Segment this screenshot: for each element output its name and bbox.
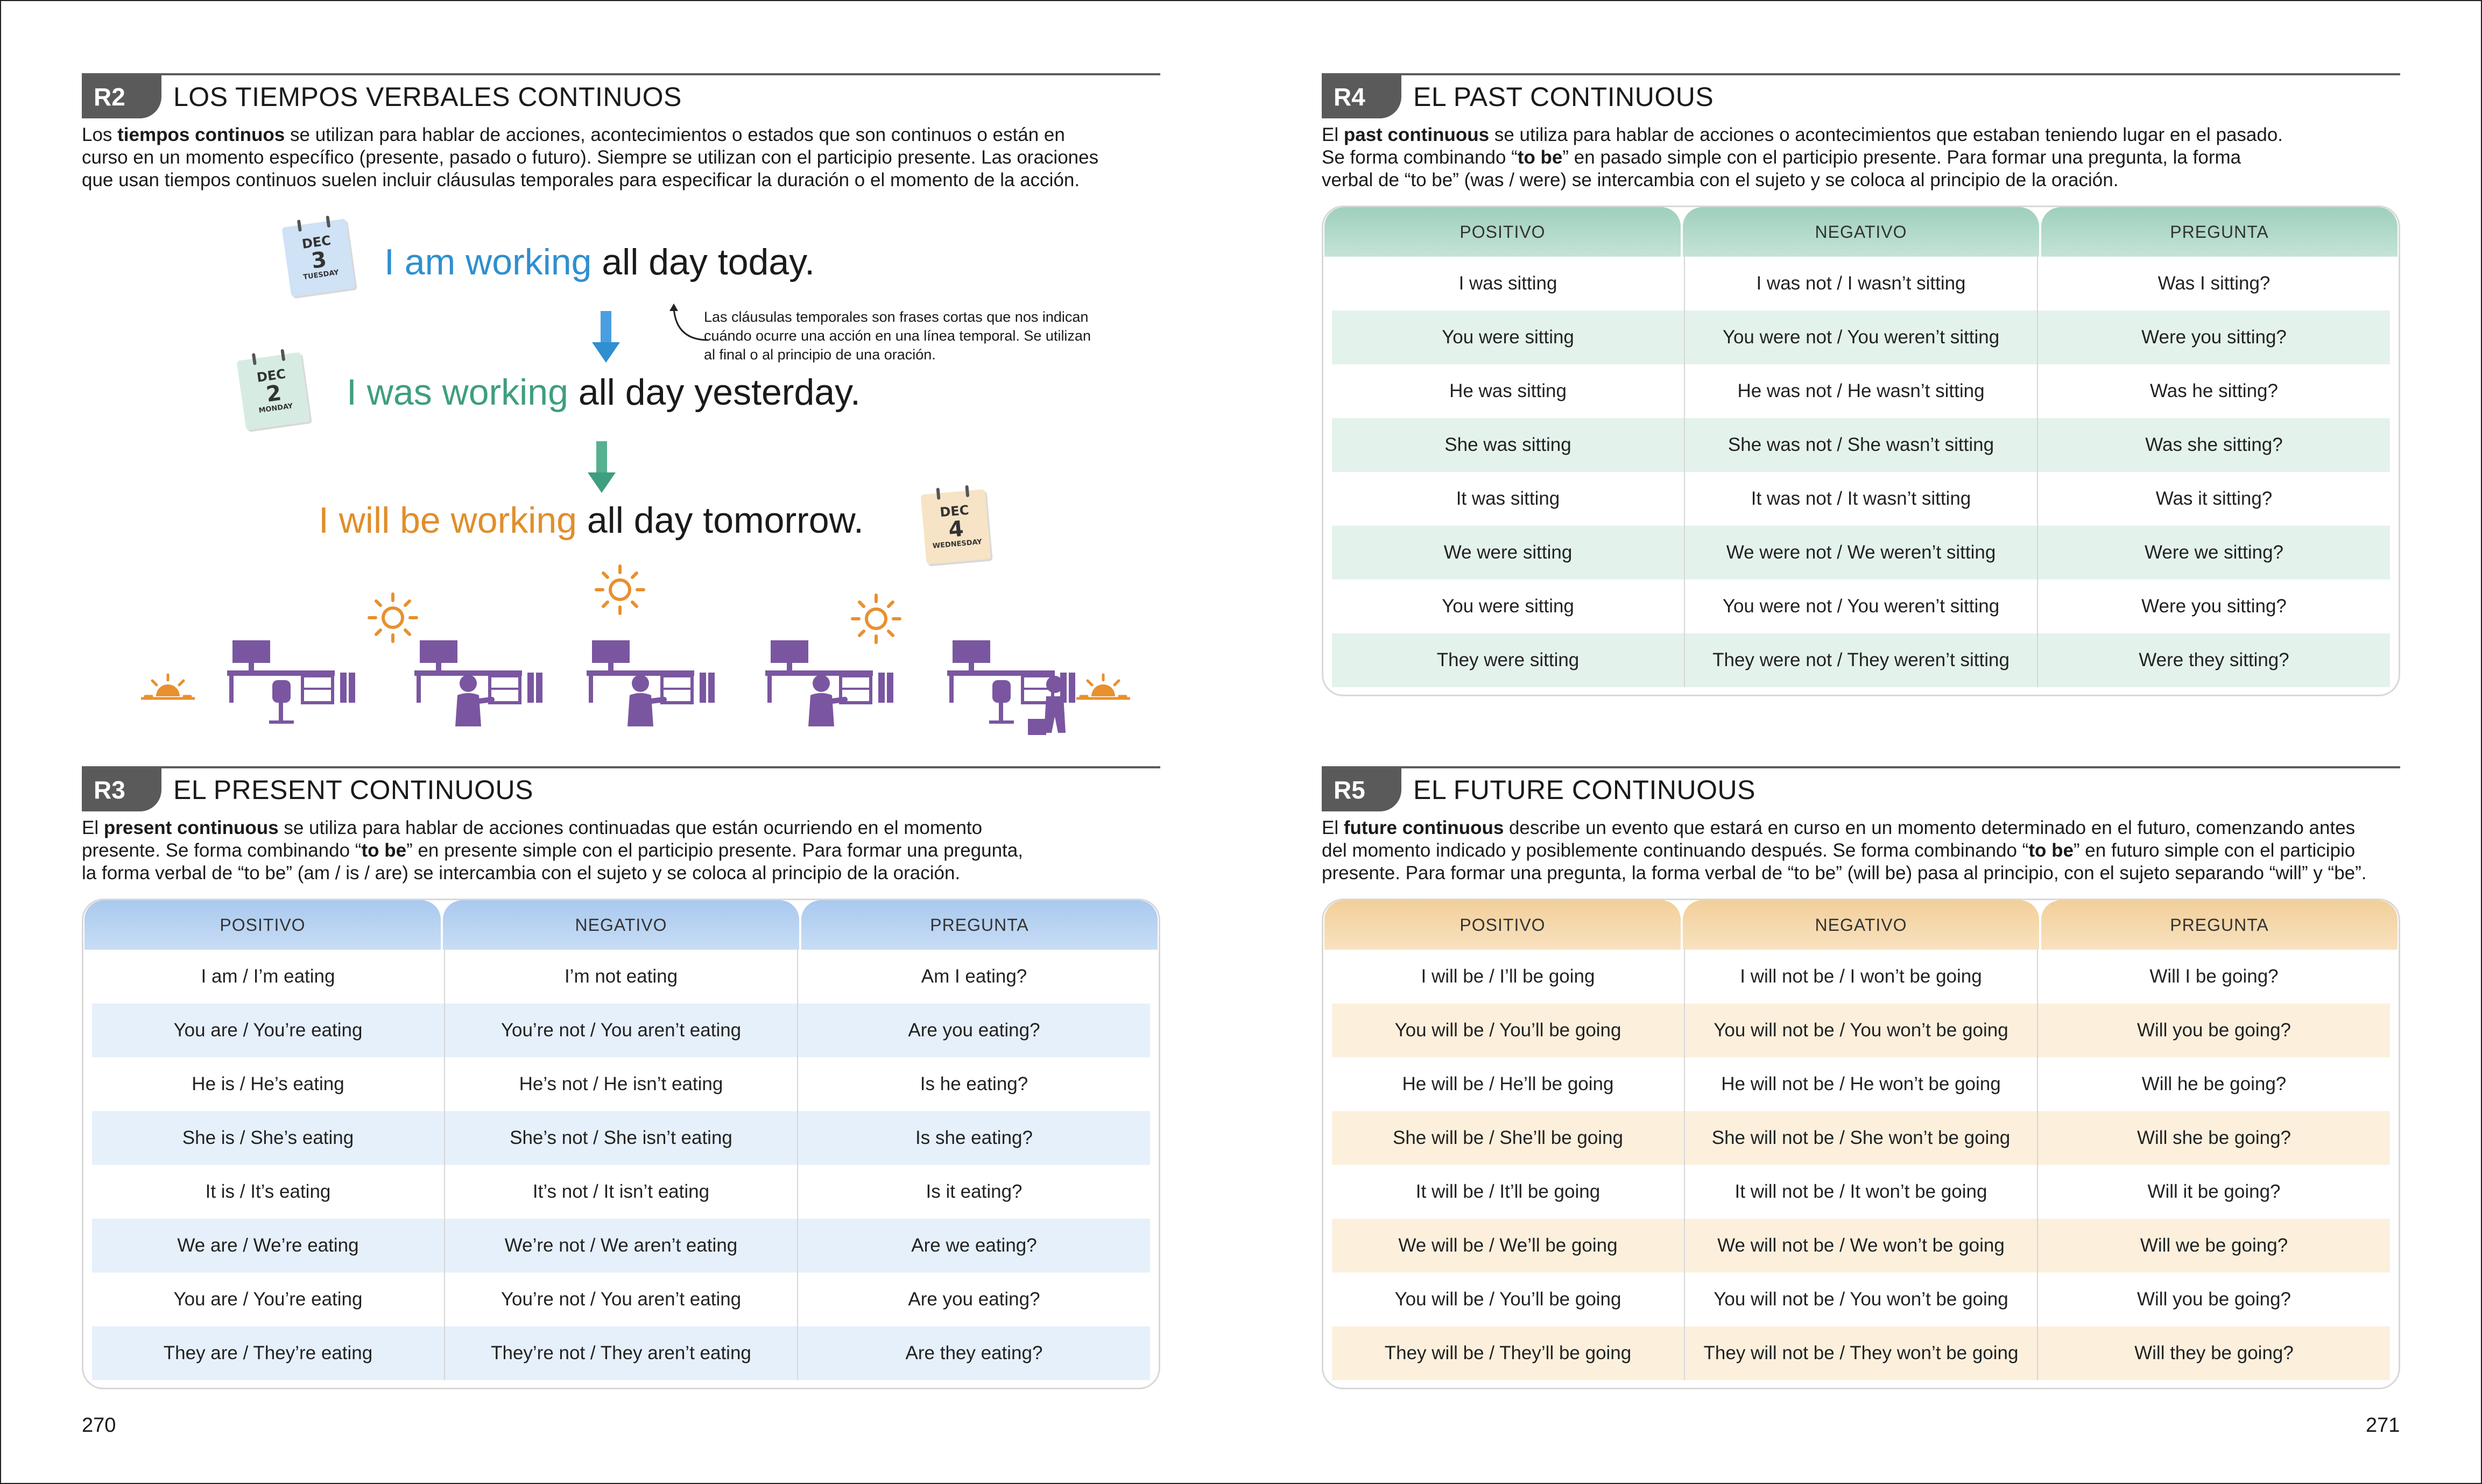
table-row — [92, 1165, 1150, 1219]
table-cell: We will be / We’ll be going — [1332, 1219, 1685, 1273]
table-cell: It was sitting — [1332, 472, 1685, 526]
table-cell: You are / You’re eating — [92, 1004, 445, 1057]
section-description: Los tiempos continuos se utilizan para hablar de acciones, acontecimientos o estados que son continuos o están en curso en un momento específico (presente, pasado o futuro). Siempre se utilizan con el participio presente. Las oraciones que usan tiempos continuos suelen incluir cláusulas temporales para especificar la duración o el momento de la acción. — [82, 124, 1099, 190]
table-cell: It will not be / It won’t be going — [1685, 1165, 2038, 1219]
section-title: EL PAST CONTINUOUS — [1413, 82, 1714, 112]
future-continuous-table — [1322, 899, 2400, 1389]
table-cell: She’s not / She isn’t eating — [445, 1111, 798, 1165]
table-cell: You will be / You’ll be going — [1332, 1273, 1685, 1326]
table-header — [1323, 207, 2399, 257]
table-cell: Are they eating? — [905, 1342, 1043, 1363]
table-cell: Was I sitting? — [2157, 273, 2271, 294]
table-cell: It’s not / It isn’t eating — [445, 1165, 798, 1219]
table-cell: They were sitting — [1332, 633, 1685, 687]
table-row — [1332, 364, 2390, 418]
table-cell: He’s not / He isn’t eating — [445, 1057, 798, 1111]
table-cell: She was not / She wasn’t sitting — [1685, 418, 2038, 472]
table-row — [1332, 950, 2390, 1004]
table-cell: She was sitting — [1332, 418, 1685, 472]
table-row — [1332, 526, 2390, 580]
table-row — [1332, 1273, 2390, 1326]
table-row — [92, 1057, 1150, 1111]
table-cell: Will we be going? — [2140, 1235, 2288, 1256]
arrow-down-icon — [590, 311, 622, 365]
section-code: R2 — [82, 75, 161, 118]
column-header: NEGATIVO — [1683, 207, 2039, 257]
table-row — [1332, 1219, 2390, 1273]
table-cell: I will be / I’ll be going — [1332, 950, 1685, 1004]
table-cell: He was sitting — [1332, 364, 1685, 418]
table-cell: They will be / They’ll be going — [1332, 1326, 1685, 1380]
table-cell: Was she sitting? — [2145, 434, 2283, 455]
table-cell: Will he be going? — [2141, 1073, 2287, 1094]
table-cell: You are / You’re eating — [92, 1273, 445, 1326]
table-cell: They will not be / They won’t be going — [1685, 1326, 2038, 1380]
table-cell: You were not / You weren’t sitting — [1685, 580, 2038, 633]
section-r5 — [1322, 766, 2400, 1412]
column-header: POSITIVO — [1324, 900, 1681, 950]
table-cell: We were not / We weren’t sitting — [1685, 526, 2038, 580]
section-code: R5 — [1322, 768, 1401, 811]
table-row — [92, 1326, 1150, 1380]
table-row — [1332, 633, 2390, 687]
calendar-icon: DEC 4 WEDNESDAY — [921, 489, 991, 564]
table-cell: Will you be going? — [2137, 1020, 2291, 1041]
table-header — [1323, 900, 2399, 950]
table-cell: He was not / He wasn’t sitting — [1685, 364, 2038, 418]
section-description: El past continuous se utiliza para hablar de acciones o acontecimientos que estaban teniendo lugar en el pasado. Se forma combinando “to be” en pasado simple con el participio presente. Para formar una pregunta, la forma verbal de “to be” (was / were) se intercambia con el sujeto y se coloca al principio de la oración. — [1322, 124, 2283, 190]
table-cell: I will not be / I won’t be going — [1685, 950, 2038, 1004]
table-cell: Is it eating? — [926, 1181, 1023, 1202]
column-header: PREGUNTA — [2041, 900, 2398, 950]
table-cell: It will be / It’ll be going — [1332, 1165, 1685, 1219]
table-cell: You will be / You’ll be going — [1332, 1004, 1685, 1057]
column-header: PREGUNTA — [2041, 207, 2398, 257]
section-code: R4 — [1322, 75, 1401, 118]
table-row — [1332, 472, 2390, 526]
table-cell: I am / I’m eating — [92, 950, 445, 1004]
table-cell: You were sitting — [1332, 580, 1685, 633]
page-number-right: 271 — [2366, 1414, 2400, 1437]
table-cell: Will it be going? — [2147, 1181, 2281, 1202]
section-description: El present continuous se utiliza para hablar de acciones continuadas que están ocurriendo en el momento presente. Se forma combinando “to be” en presente simple con el participio presente. Para formar una pregunta, la forma verbal de “to be” (am / is / are) se intercambia con el sujeto y se coloca al principio de la oración. — [82, 817, 1023, 884]
table-cell: You will not be / You won’t be going — [1685, 1273, 2038, 1326]
arrow-down-icon — [586, 441, 618, 495]
table-cell: Is she eating? — [915, 1127, 1033, 1148]
table-row — [1332, 418, 2390, 472]
work-days-illustration — [140, 560, 1136, 753]
table-cell: We will not be / We won’t be going — [1685, 1219, 2038, 1273]
table-cell: Will you be going? — [2137, 1289, 2291, 1310]
table-cell: You’re not / You aren’t eating — [445, 1004, 798, 1057]
table-row — [1332, 257, 2390, 310]
table-cell: It is / It’s eating — [92, 1165, 445, 1219]
table-cell: I’m not eating — [445, 950, 798, 1004]
table-row — [92, 950, 1150, 1004]
table-cell: Are you eating? — [908, 1289, 1040, 1310]
table-cell: They are / They’re eating — [92, 1326, 445, 1380]
table-cell: Was it sitting? — [2155, 488, 2273, 509]
table-row — [1332, 1111, 2390, 1165]
table-row — [1332, 1326, 2390, 1380]
table-cell: Are you eating? — [908, 1020, 1040, 1041]
table-cell: Is he eating? — [920, 1073, 1028, 1094]
section-title: EL PRESENT CONTINUOUS — [173, 775, 533, 805]
table-cell: They were not / They weren’t sitting — [1685, 633, 2038, 687]
section-code: R3 — [82, 768, 161, 811]
table-cell: You will not be / You won’t be going — [1685, 1004, 2038, 1057]
table-cell: He is / He’s eating — [92, 1057, 445, 1111]
table-cell: Was he sitting? — [2150, 380, 2278, 401]
table-row — [1332, 580, 2390, 633]
table-row — [1332, 1004, 2390, 1057]
table-cell: She will not be / She won’t be going — [1685, 1111, 2038, 1165]
table-cell: Were we sitting? — [2144, 542, 2284, 563]
table-cell: She is / She’s eating — [92, 1111, 445, 1165]
table-cell: Were you sitting? — [2141, 596, 2287, 617]
past-continuous-table — [1322, 206, 2400, 696]
table-cell: You’re not / You aren’t eating — [445, 1273, 798, 1326]
table-cell: I was sitting — [1332, 257, 1685, 310]
table-row — [92, 1111, 1150, 1165]
present-continuous-table — [82, 899, 1160, 1389]
table-cell: We’re not / We aren’t eating — [445, 1219, 798, 1273]
sentence-past: I was working all day yesterday. — [347, 372, 861, 413]
table-cell: Will they be going? — [2134, 1342, 2294, 1363]
column-header: POSITIVO — [1324, 207, 1681, 257]
table-cell: She will be / She’ll be going — [1332, 1111, 1685, 1165]
section-title: EL FUTURE CONTINUOUS — [1413, 775, 1755, 805]
table-header — [83, 900, 1159, 950]
table-cell: He will be / He’ll be going — [1332, 1057, 1685, 1111]
table-cell: Am I eating? — [921, 966, 1027, 987]
sentence-future: I will be working all day tomorrow. — [319, 500, 864, 541]
section-r4 — [1322, 73, 2400, 719]
table-row — [1332, 1165, 2390, 1219]
table-cell: He will not be / He won’t be going — [1685, 1057, 2038, 1111]
table-row — [92, 1004, 1150, 1057]
table-row — [92, 1273, 1150, 1326]
column-header: POSITIVO — [84, 900, 441, 950]
table-cell: You were not / You weren’t sitting — [1685, 310, 2038, 364]
table-row — [1332, 310, 2390, 364]
column-header: NEGATIVO — [1683, 900, 2039, 950]
table-row — [1332, 1057, 2390, 1111]
calendar-icon: DEC 2 MONDAY — [237, 352, 311, 430]
section-title: LOS TIEMPOS VERBALES CONTINUOS — [173, 82, 682, 112]
calendar-icon: DEC 3 TUESDAY — [282, 218, 356, 296]
table-cell: Will I be going? — [2149, 966, 2279, 987]
table-cell: Will she be going? — [2137, 1127, 2291, 1148]
table-cell: It was not / It wasn’t sitting — [1685, 472, 2038, 526]
table-cell: Were they sitting? — [2139, 649, 2289, 670]
table-cell: They’re not / They aren’t eating — [445, 1326, 798, 1380]
time-clause-note: Las cláusulas temporales son frases cortas que nos indican cuándo ocurre una acción en una línea temporal. Se utilizan al final o al principio de una oración. — [704, 309, 1091, 363]
table-cell: We are / We’re eating — [92, 1219, 445, 1273]
table-cell: You were sitting — [1332, 310, 1685, 364]
section-description: El future continuous describe un evento que estará en curso en un momento determinado en el futuro, comenzando antes del momento indicado y posiblemente continuando después. Se forma combinando “to be” en futuro simple con el participio presente. Para formar una pregunta, la forma verbal de “to be” (will be) pasa al principio, con el sujeto separando “will” y “be”. — [1322, 817, 2367, 884]
table-cell: Are we eating? — [911, 1235, 1037, 1256]
section-r3 — [82, 766, 1160, 1412]
table-cell: Were you sitting? — [2141, 327, 2287, 348]
table-cell: We were sitting — [1332, 526, 1685, 580]
table-row — [92, 1219, 1150, 1273]
table-cell: I was not / I wasn’t sitting — [1685, 257, 2038, 310]
column-header: PREGUNTA — [801, 900, 1158, 950]
sentence-present: I am working all day today. — [384, 242, 815, 282]
column-header: NEGATIVO — [443, 900, 799, 950]
page-number-left: 270 — [82, 1414, 116, 1437]
